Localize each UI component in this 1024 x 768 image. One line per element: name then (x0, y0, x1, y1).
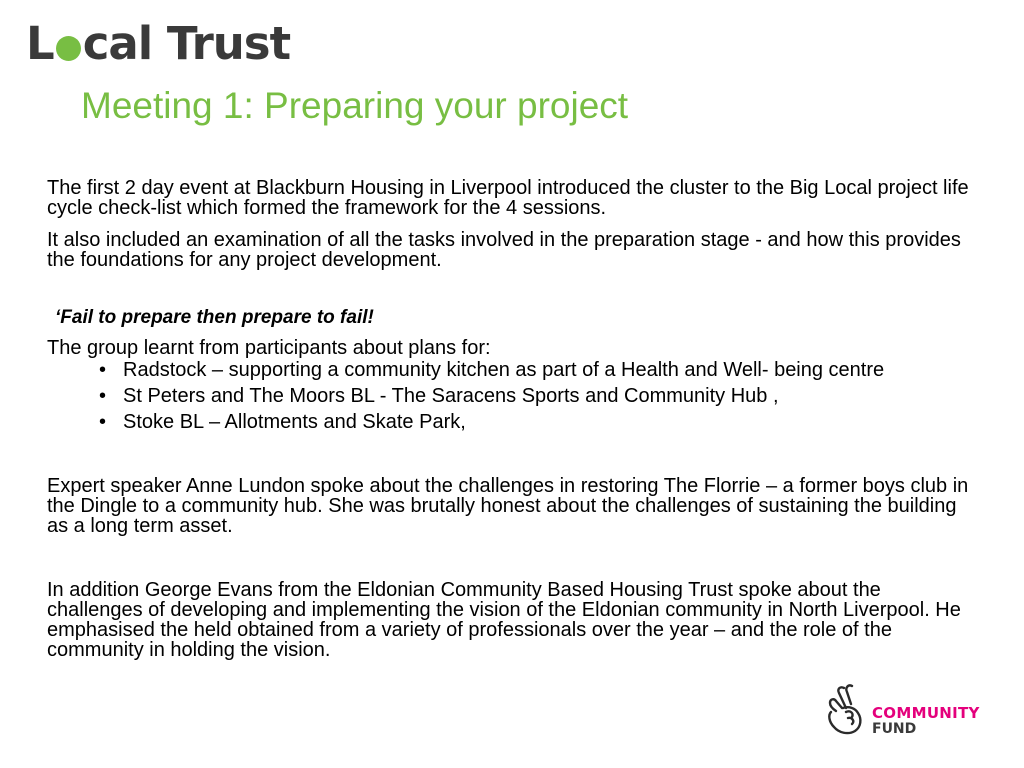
quote-text: ‘Fail to prepare then prepare to fail! (55, 307, 374, 328)
list-item: • Radstock – supporting a community kitchen as part of a Health and Well- being centre (99, 359, 885, 381)
community-fund-line-2: FUND (872, 721, 917, 737)
local-trust-logo: L cal Trust (26, 17, 291, 70)
page-title: Meeting 1: Preparing your project (81, 85, 629, 126)
group-lead-text: The group learnt from participants about plans for: (47, 337, 491, 359)
crossed-fingers-icon (824, 682, 870, 742)
community-fund-line-1: COMMUNITY (872, 704, 980, 722)
bullet-icon: • (99, 359, 107, 381)
intro-paragraph-2: It also included an examination of all the tasks involved in the preparation stage - and how this provides the foundations for any project development. (47, 229, 961, 271)
plans-list (47, 360, 977, 432)
bullet-icon: • (99, 411, 107, 433)
list-item: • St Peters and The Moors BL - The Saracens Sports and Community Hub , (99, 385, 779, 407)
bullet-icon: • (99, 385, 107, 407)
list-item: • Stoke BL – Allotments and Skate Park, (99, 411, 466, 433)
community-fund-logo (824, 682, 994, 742)
addition-paragraph: In addition George Evans from the Eldonian Community Based Housing Trust spoke about the challenges of developing and implementing the vision of the Eldonian community in North Liverpool. He emphasised the held obtained from a variety of professionals over the year – and the role of the community in holding the vision. (47, 579, 961, 661)
intro-paragraph-1: The first 2 day event at Blackburn Housing in Liverpool introduced the cluster to the Big Local project life cycle check-list which formed the framework for the 4 sessions. (47, 177, 969, 219)
slide-body (47, 178, 977, 660)
expert-speaker-paragraph: Expert speaker Anne Lundon spoke about the challenges in restoring The Florrie – a former boys club in the Dingle to a community hub. She was brutally honest about the challenges of sustaining the building as a long term asset. (47, 475, 969, 537)
logo-dot-icon (56, 36, 81, 61)
